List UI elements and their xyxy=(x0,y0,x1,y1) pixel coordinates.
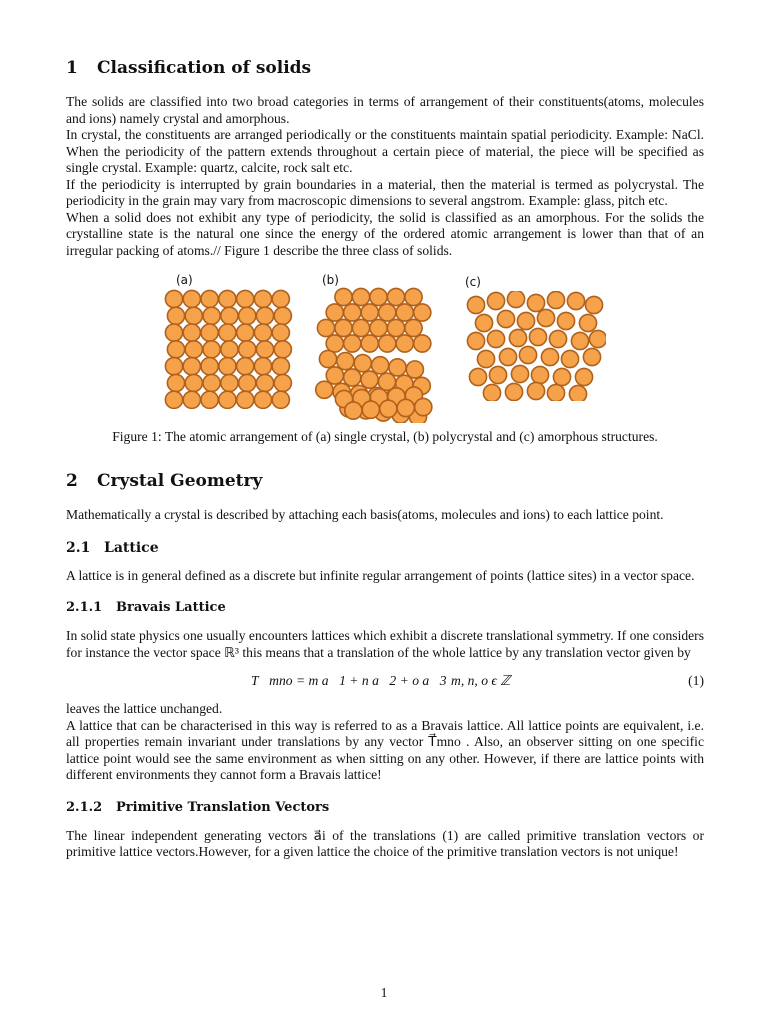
amorphous-diagram xyxy=(466,291,606,401)
atom xyxy=(167,307,184,324)
section-title: Lattice xyxy=(104,539,159,556)
atom xyxy=(527,382,544,399)
atom xyxy=(201,290,218,307)
atom xyxy=(505,383,522,400)
atom xyxy=(509,329,526,346)
equation-number: (1) xyxy=(688,673,704,688)
atom xyxy=(326,367,343,384)
atom xyxy=(335,319,352,336)
atom xyxy=(370,288,387,305)
paragraph: Mathematically a crystal is described by attaching each basis(atoms, molecules and ions) to each lattice point. xyxy=(66,507,664,522)
atom xyxy=(387,319,404,336)
paragraph: A lattice that can be characterised in this way is referred to as a Bravais lattice. All lattice points are equivalent, i.e. all properties remain invariant under translations by any vector T⃗mno . Also, an observer sitting on one specific lattice point would see the same environment as when sitting on any other. However, if there are lattice points with different environments they cannot form a Bravais lattice! xyxy=(66,717,704,782)
section-title: Bravais Lattice xyxy=(116,600,226,615)
atom xyxy=(185,341,202,358)
atom xyxy=(272,290,289,307)
atom xyxy=(201,324,218,341)
atom xyxy=(352,319,369,336)
atom xyxy=(405,288,422,305)
section-number: 2.1 xyxy=(66,539,91,556)
atom xyxy=(256,374,273,391)
atom xyxy=(499,348,516,365)
atom xyxy=(203,341,220,358)
atom xyxy=(557,312,574,329)
atom xyxy=(362,401,379,418)
atom xyxy=(529,328,546,345)
atom xyxy=(575,368,592,385)
atom xyxy=(221,307,238,324)
atom xyxy=(183,290,200,307)
atom xyxy=(335,288,352,305)
atom xyxy=(254,358,271,375)
atom xyxy=(517,312,534,329)
atom xyxy=(389,359,406,376)
page-number: 1 xyxy=(380,985,388,1000)
polycrystal-diagram xyxy=(314,287,444,423)
atom xyxy=(561,350,578,367)
atom xyxy=(361,304,378,321)
atom xyxy=(254,290,271,307)
atom xyxy=(256,307,273,324)
atom xyxy=(370,319,387,336)
atom xyxy=(237,391,254,408)
atom xyxy=(167,341,184,358)
atom xyxy=(165,290,182,307)
atom xyxy=(219,290,236,307)
atom xyxy=(396,304,413,321)
atom xyxy=(405,319,422,336)
atom xyxy=(571,332,588,349)
atom xyxy=(239,307,256,324)
atom xyxy=(183,358,200,375)
section-title: Primitive Translation Vectors xyxy=(116,799,330,815)
atom xyxy=(219,391,236,408)
paragraph: leaves the lattice unchanged. xyxy=(66,701,223,716)
atom xyxy=(583,348,600,365)
figure-caption: Figure 1: The atomic arrangement of (a) single crystal, (b) polycrystal and (c) amorphous structures. xyxy=(112,429,658,444)
atom xyxy=(239,374,256,391)
atom xyxy=(397,399,414,416)
atom xyxy=(519,346,536,363)
atom xyxy=(344,304,361,321)
figure-label-b: (b) xyxy=(322,273,339,287)
atom xyxy=(497,310,514,327)
equation-1 xyxy=(66,669,704,695)
atom xyxy=(203,374,220,391)
atom xyxy=(477,350,494,367)
atom xyxy=(167,374,184,391)
atom xyxy=(345,402,362,419)
atom xyxy=(489,366,506,383)
atom xyxy=(344,369,361,386)
section-number: 2 xyxy=(66,471,78,491)
atom xyxy=(316,381,333,398)
atom xyxy=(547,384,564,401)
atom xyxy=(183,324,200,341)
atom xyxy=(344,335,361,352)
atom xyxy=(237,358,254,375)
paragraph: In crystal, the constituents are arranged periodically or the constituents maintain spatial periodicity. Example: NaCl. When the periodicity of the pattern extends throughout a certain piece of material, the piece will be specified as single crystal. Example: quartz, calcite, rock salt etc. xyxy=(66,127,704,175)
atom xyxy=(165,358,182,375)
atom xyxy=(256,341,273,358)
atom xyxy=(221,374,238,391)
section-2-1-2-heading xyxy=(66,798,704,818)
atom xyxy=(274,307,291,324)
atom xyxy=(579,314,596,331)
atom xyxy=(201,391,218,408)
atom xyxy=(531,366,548,383)
atom xyxy=(254,324,271,341)
section-number: 1 xyxy=(66,58,78,78)
atom xyxy=(547,291,564,308)
atom xyxy=(254,391,271,408)
atom xyxy=(467,332,484,349)
paragraph: The solids are classified into two broad categories in terms of arrangement of their constituents(atoms, molecules and ions) namely crystal and amorphous. xyxy=(66,94,704,126)
atom xyxy=(585,296,602,313)
paragraph: If the periodicity is interrupted by grain boundaries in a material, then the material is termed as polycrystal. The periodicity in the grain may vary from macroscopic dimensions to several angstrom. Example: glass, pitch etc. xyxy=(66,176,704,208)
atom xyxy=(274,374,291,391)
atom xyxy=(185,374,202,391)
atom xyxy=(239,341,256,358)
paragraph: The linear independent generating vectors a⃗i of the translations (1) are called primitive translation vectors or primitive lattice vectors.However, for a given lattice the choice of the primitive translation vectors is not unique! xyxy=(66,827,704,859)
atom xyxy=(475,314,492,331)
atom xyxy=(372,357,389,374)
atom xyxy=(165,324,182,341)
atom xyxy=(414,304,431,321)
equation-condition: m, n, o ϵ ℤ xyxy=(451,673,511,688)
atom xyxy=(569,385,586,401)
atom xyxy=(415,398,432,415)
atom xyxy=(483,384,500,401)
section-2-1-heading xyxy=(66,538,704,558)
section-title: Classification of solids xyxy=(97,58,312,78)
atom xyxy=(337,352,354,369)
atom xyxy=(414,335,431,352)
atom xyxy=(221,341,238,358)
paragraph: When a solid does not exhibit any type of periodicity, the solid is classified as an amorphous. For the solids the crystalline state is the natural one since the energy of the ordered atomic arrangement is lower than that of an irregular packing of atoms.// Figure 1 describe the three class of solids. xyxy=(66,209,704,258)
atom xyxy=(219,358,236,375)
figure-label-a: (a) xyxy=(176,273,193,287)
paragraph: In solid state physics one usually encounters lattices which exhibit a discrete translational symmetry. If one considers for instance the vector space ℝ³ this means that a translation of the whole lattice by any translation vector given by xyxy=(66,628,704,660)
atom xyxy=(185,307,202,324)
atom xyxy=(237,324,254,341)
atom xyxy=(379,304,396,321)
atom xyxy=(352,288,369,305)
atom xyxy=(237,290,254,307)
atom xyxy=(272,391,289,408)
atom xyxy=(511,365,528,382)
atom xyxy=(183,391,200,408)
atom xyxy=(361,335,378,352)
section-number: 2.1.2 xyxy=(66,799,103,815)
figure-1 xyxy=(66,273,704,423)
atom xyxy=(507,291,524,308)
section-2-heading xyxy=(66,469,704,493)
atom xyxy=(527,294,544,311)
section-number: 2.1.1 xyxy=(66,600,103,615)
atom xyxy=(467,296,484,313)
section-2-1-1-heading xyxy=(66,598,704,618)
atom xyxy=(354,355,371,372)
atom xyxy=(274,341,291,358)
atom xyxy=(379,335,396,352)
section-1-heading xyxy=(66,56,704,80)
atom xyxy=(396,335,413,352)
atom xyxy=(487,330,504,347)
atom xyxy=(553,368,570,385)
atom xyxy=(537,309,554,326)
atom xyxy=(406,361,423,378)
single-crystal-diagram xyxy=(164,289,304,409)
atom xyxy=(549,330,566,347)
atom xyxy=(387,288,404,305)
paragraph: A lattice is in general defined as a discrete but infinite regular arrangement of points (lattice sites) in a vector space. xyxy=(66,567,695,583)
atom xyxy=(165,391,182,408)
atom xyxy=(326,304,343,321)
atom xyxy=(317,319,334,336)
atom xyxy=(380,400,397,417)
atom xyxy=(272,358,289,375)
figure-label-c: (c) xyxy=(465,275,481,289)
equation-expression: T⃗mno = m a⃗1 + n a⃗2 + o a⃗3 xyxy=(251,673,447,688)
atom xyxy=(567,292,584,309)
section-title: Crystal Geometry xyxy=(97,471,263,491)
atom xyxy=(203,307,220,324)
atom xyxy=(201,358,218,375)
page-content xyxy=(66,56,704,861)
atom xyxy=(326,335,343,352)
atom xyxy=(541,348,558,365)
atom xyxy=(219,324,236,341)
atom xyxy=(319,350,336,367)
atom xyxy=(361,371,378,388)
atom xyxy=(487,292,504,309)
atom xyxy=(469,368,486,385)
atom xyxy=(272,324,289,341)
atom xyxy=(589,330,606,347)
